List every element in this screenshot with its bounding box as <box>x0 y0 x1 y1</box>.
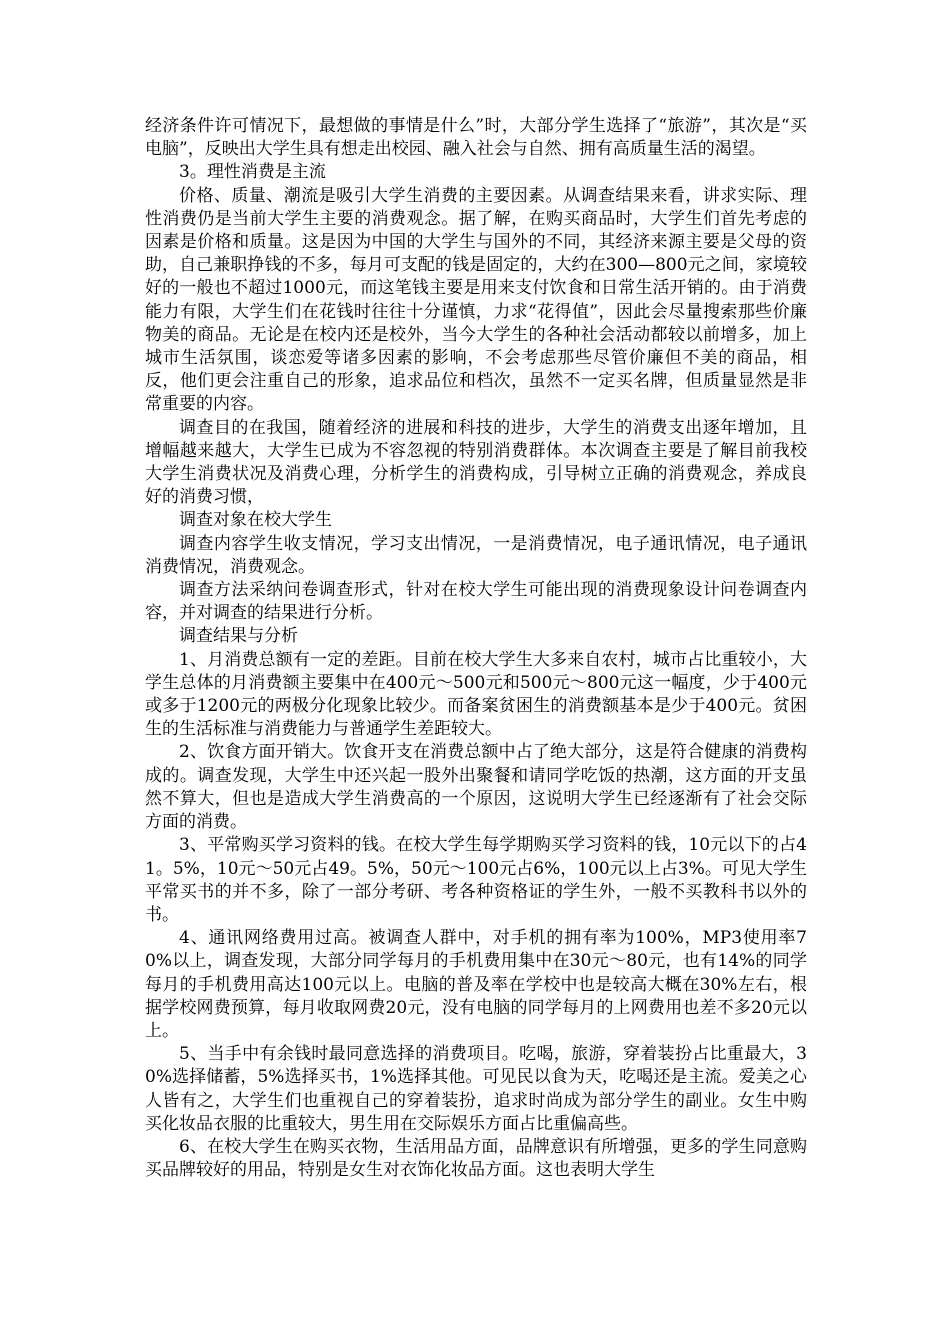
paragraph: 6、在校大学生在购买衣物，生活用品方面，品牌意识有所增强，更多的学生同意购买品牌较好的用品，特别是女生对衣饰化妆品方面。这也表明大学生 <box>145 1136 807 1181</box>
paragraph: 3、平常购买学习资料的钱。在校大学生每学期购买学习资料的钱，10元以下的占41。5%，10元～50元占49。5%，50元～100元占6%，100元以上占3%。可见大学生平常买书的并不多，除了一部分考研、考各种资格证的学生外，一般不买教科书以外的书。 <box>145 835 807 925</box>
paragraph: 4、通讯网络费用过高。被调查人群中，对手机的拥有率为100%，MP3使用率70%以上，调查发现，大部分同学每月的手机费用集中在30元～80元，也有14%的同学每月的手机费用高达100元以上。电脑的普及率在学校中也是较高大概在30%左右，根据学校网费预算，每月收取网费20元，没有电脑的同学每月的上网费用也差不多20元以上。 <box>145 928 807 1041</box>
section-heading: 调查对象在校大学生 <box>179 510 332 531</box>
paragraph: 1、月消费总额有一定的差距。目前在校大学生大多来自农村，城市占比重较小，大学生总体的月消费额主要集中在400元～500元和500元～800元这一幅度，少于400元或多于1200元的两极分化现象比较少。而备案贫困生的消费额基本是少于400元。贫困生的生活标准与消费能力与普通学生差距较大。 <box>145 649 807 740</box>
paragraph: 价格、质量、潮流是吸引大学生消费的主要因素。从调查结果来看，讲求实际、理性消费仍是当前大学生主要的消费观念。据了解，在购买商品时，大学生们首先考虑的因素是价格和质量。这是因为中国的大学生与国外的不同，其经济来源主要是父母的资助，自己兼职挣钱的不多，每月可支配的钱是固定的，大约在300—800元之间，家境较好的一般也不超过1000元，而这笔钱主要是用来支付饮食和日常生活开销的。由于消费能力有限，大学生们在花钱时往往十分谨慎，力求“花得值”，因此会尽量搜索那些价廉物美的商品。无论是在校内还是校外，当今大学生的各种社会活动都较以前增多，加上城市生活氛围，谈恋爱等诸多因素的影响，不会考虑那些尽管价廉但不美的商品，相反，他们更会注重自己的形象，追求品位和档次，虽然不一定买名牌，但质量显然是非常重要的内容。 <box>145 185 807 415</box>
document-body <box>145 115 807 1182</box>
paragraph: 经济条件许可情况下，最想做的事情是什么”时，大部分学生选择了“旅游”，其次是“买电脑”，反映出大学生具有想走出校园、融入社会与自然、拥有高质量生活的渴望。 <box>145 116 807 160</box>
section-heading: 3。理性消费是主流 <box>179 162 326 183</box>
paragraph: 调查内容学生收支情况，学习支出情况，一是消费情况，电子通讯情况，电子通讯消费情况，消费观念。 <box>145 533 807 577</box>
paragraph: 调查方法采纳问卷调查形式，针对在校大学生可能出现的消费现象设计问卷调查内容，并对调查的结果进行分析。 <box>145 580 807 624</box>
section-heading: 调查结果与分析 <box>179 626 298 647</box>
paragraph: 2、饮食方面开销大。饮食开支在消费总额中占了绝大部分，这是符合健康的消费构成的。调查发现，大学生中还兴起一股外出聚餐和请同学吃饭的热潮，这方面的开支虽然不算大，但也是造成大学生消费高的一个原因，这说明大学生已经逐渐有了社会交际方面的消费。 <box>145 742 807 833</box>
paragraph: 5、当手中有余钱时最同意选择的消费项目。吃喝，旅游，穿着装扮占比重最大，30%选择储蓄，5%选择买书，1%选择其他。可见民以食为天，吃喝还是主流。爱美之心人皆有之，大学生们也重视自己的穿着装扮，追求时尚成为部分学生的副业。女生中购买化妆品衣服的比重较大，男生用在交际娱乐方面占比重偏高些。 <box>145 1044 807 1134</box>
paragraph: 调查目的在我国，随着经济的进展和科技的进步，大学生的消费支出逐年增加，且增幅越来越大，大学生已成为不容忽视的特别消费群体。本次调查主要是了解目前我校大学生消费状况及消费心理，分析学生的消费构成，引导树立正确的消费观念，养成良好的消费习惯， <box>145 417 807 508</box>
